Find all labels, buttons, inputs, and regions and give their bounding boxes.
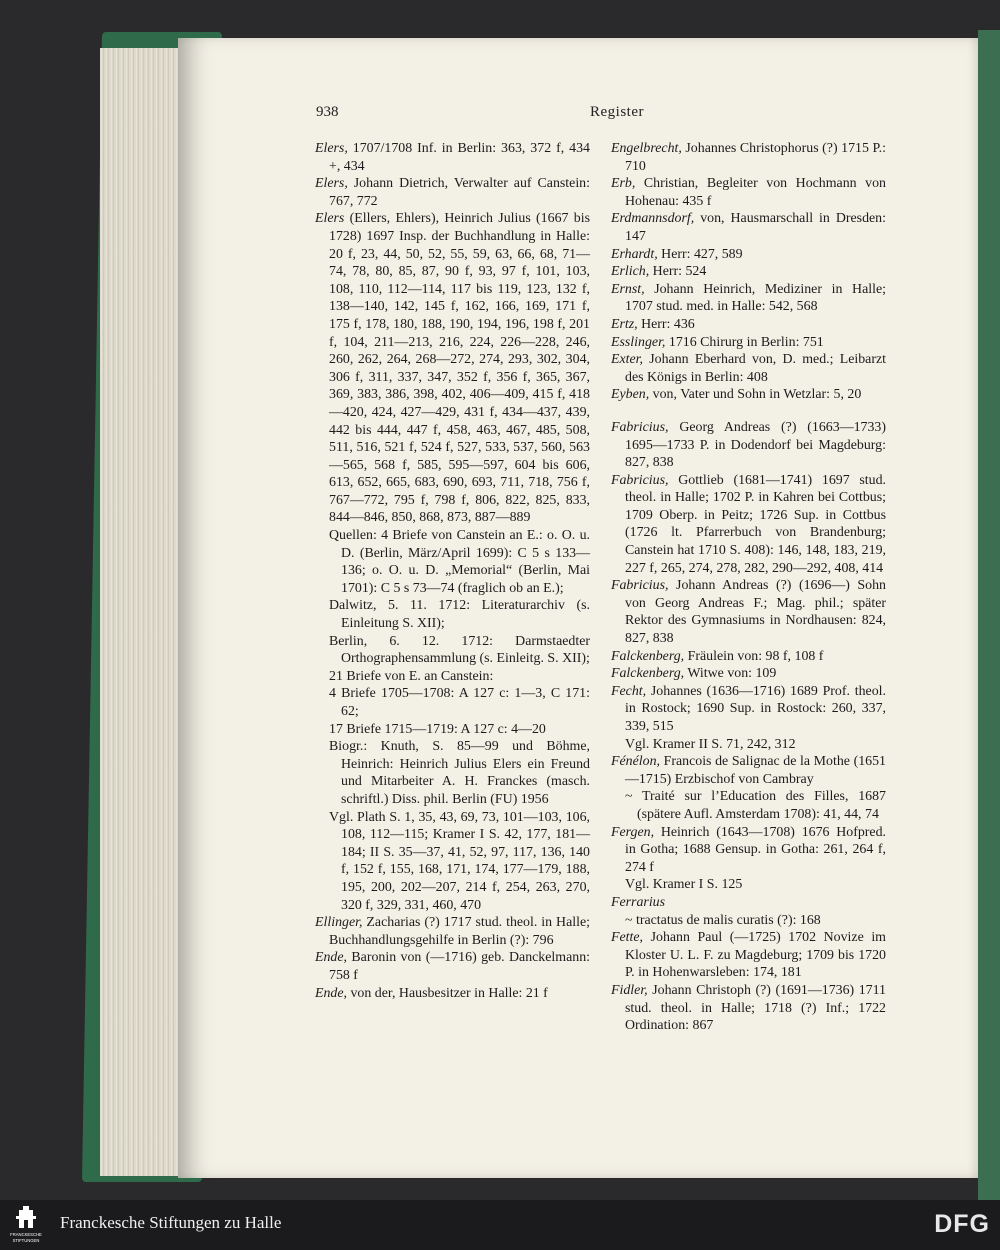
entry-headword: Engelbrecht,	[611, 141, 682, 156]
entry-subline: 17 Briefe 1715—1719: A 127 c: 4—20	[329, 721, 546, 737]
index-entry	[611, 824, 886, 877]
index-entry	[315, 175, 590, 210]
entry-headword: Ende,	[315, 950, 348, 966]
index-entry	[611, 175, 886, 210]
page-edges	[100, 48, 184, 1176]
svg-text:STIFTUNGEN: STIFTUNGEN	[12, 1238, 40, 1243]
entry-headword: Elers,	[315, 141, 348, 156]
entry-headword: Fecht,	[611, 683, 647, 699]
entry-subline: ~ Traité sur l’Education des Filles, 1687 (spätere Aufl. Amsterdam 1708): 41, 44, 74	[625, 789, 886, 822]
index-entry	[611, 683, 886, 736]
index-entry	[315, 949, 590, 984]
entry-headword: Fénélon,	[611, 754, 660, 770]
page-header	[178, 104, 978, 126]
entry-text: Johann Dietrich, Verwalter auf Canstein: 767, 772	[329, 176, 590, 209]
index-entry	[611, 263, 886, 281]
index-entry	[611, 665, 886, 683]
entry-headword: Eyben,	[611, 387, 650, 403]
entry-headword: Ernst,	[611, 281, 645, 297]
entry-text: Zacharias (?) 1717 stud. theol. in Halle; Buchhandlungsgehilfe in Berlin (?): 796	[329, 915, 590, 948]
entry-text: Georg Andreas (?) (1663—1733) 1695—1733 P. in Dodendorf bei Magdeburg: 827, 838	[625, 419, 886, 471]
entry-headword: Erhardt,	[611, 246, 658, 262]
entry-text: 1716 Chirurg in Berlin: 751	[665, 334, 824, 350]
entry-text: Johann Heinrich, Mediziner in Halle; 1707 stud. med. in Halle: 542, 568	[625, 281, 886, 315]
index-entry	[611, 386, 886, 404]
entry-headword: Fergen,	[611, 824, 655, 840]
index-entry	[611, 281, 886, 316]
entry-headword: Fabricius,	[611, 419, 669, 435]
entry-text: 1707/1708 Inf. in Berlin: 363, 372 f, 434 +, 434	[329, 141, 590, 174]
entry-headword: Ende,	[315, 985, 348, 1001]
franckesche-logo-icon	[8, 1206, 44, 1244]
entry-headword: Falckenberg,	[611, 666, 685, 682]
entry-headword: Fette,	[611, 930, 644, 946]
entry-headword: Ferrarius	[611, 894, 666, 910]
entry-text: von der, Hausbesitzer in Halle: 21 f	[347, 985, 548, 1001]
viewer-footer	[0, 1200, 1000, 1250]
entry-text: Herr: 436	[637, 316, 695, 332]
entry-headword: Ertz,	[611, 316, 638, 332]
entry-subline: Vgl. Kramer II S. 71, 242, 312	[625, 736, 796, 752]
institution-name[interactable]: Franckesche Stiftungen zu Halle	[60, 1213, 282, 1232]
index-entry	[611, 334, 886, 352]
entry-text: Herr: 524	[649, 264, 707, 280]
entry-headword: Falckenberg,	[611, 648, 685, 664]
entry-subline: Dalwitz, 5. 11. 1712: Literaturarchiv (s. Einleitung S. XII);	[329, 598, 590, 632]
left-column	[315, 140, 590, 1002]
index-entry	[611, 753, 886, 788]
entry-headword: Erlich,	[611, 264, 650, 280]
index-entry	[315, 985, 590, 1003]
index-entry	[611, 894, 886, 912]
svg-text:FRANCKESCHE: FRANCKESCHE	[10, 1232, 42, 1237]
entry-text: Johann Eberhard von, D. med.; Leibarzt des Königs in Berlin: 408	[625, 352, 886, 385]
entry-subline: Biogr.: Knuth, S. 85—99 und Böhme, Heinrich: Heinrich Julius Elers ein Freund und Mitarbeiter A. H. Franckes (masch. schriftl.) Diss. phil. Berlin (FU) 1956	[329, 739, 590, 807]
entry-text: Johann Paul (—1725) 1702 Novize im Kloster U. L. F. zu Magdeburg; 1709 bis 1720 P. in Hohenwarsleben: 174, 181	[625, 930, 886, 981]
index-entry	[611, 316, 886, 334]
entry-text: Francois de Salignac de la Mothe (1651—1715) Erzbischof von Cambray	[625, 754, 886, 787]
entry-subline: Berlin, 6. 12. 1712: Darmstaedter Orthographensammlung (s. Einleitg. S. XII);	[329, 633, 590, 667]
index-entry	[611, 351, 886, 386]
entry-headword: Fabricius,	[611, 472, 669, 488]
entry-text: von, Hausmarschall in Dresden: 147	[625, 211, 886, 244]
index-entry	[315, 140, 590, 175]
entry-headword: Fidler,	[611, 982, 648, 998]
entry-subline: Vgl. Plath S. 1, 35, 43, 69, 73, 101—103, 106, 108, 112—115; Kramer I S. 42, 177, 181—184; II S. 35—37, 41, 52, 97, 117, 136, 140 f, 152 f, 155, 168, 171, 174, 177—179, 188, 195, 200, 202—207, 214 f, 254, 263, 270, 320 f, 329, 331, 460, 470	[329, 809, 590, 913]
entry-subline: 4 Briefe 1705—1708: A 127 c: 1—3, C 171: 62;	[329, 686, 590, 719]
entry-text: Witwe von: 109	[684, 666, 777, 682]
entry-subline: ~ tractatus de malis curatis (?): 168	[625, 912, 821, 928]
entry-text: von, Vater und Sohn in Wetzlar: 5, 20	[649, 387, 862, 403]
index-entry	[611, 577, 886, 647]
entry-headword: Ellinger,	[315, 915, 363, 931]
entry-headword: Elers,	[315, 176, 348, 192]
dfg-logo[interactable]: DFG	[934, 1210, 990, 1238]
right-column	[611, 140, 886, 1035]
index-entry	[611, 246, 886, 264]
entry-text: Heinrich (1643—1708) 1676 Hofpred. in Gotha; 1688 Gensup. in Gotha: 261, 264 f, 274 f	[625, 824, 886, 875]
entry-headword: Esslinger,	[611, 334, 666, 350]
entry-text: Fräulein von: 98 f, 108 f	[684, 648, 824, 664]
entry-headword: Fabricius,	[611, 578, 669, 594]
index-entry	[611, 210, 886, 245]
entry-text: Johannes Christophorus (?) 1715 P.: 710	[625, 141, 886, 174]
running-title: Register	[590, 104, 644, 120]
index-entry	[611, 982, 886, 1035]
entry-subline: Vgl. Kramer I S. 125	[625, 877, 743, 893]
index-entry	[315, 914, 590, 949]
index-entry	[611, 648, 886, 666]
entry-subline: 21 Briefe von E. an Canstein:	[329, 668, 494, 684]
index-entry	[611, 472, 886, 578]
facing-cover	[978, 30, 1000, 1200]
entry-text: Johann Andreas (?) (1696—) Sohn von Georg Andreas F.; Mag. phil.; später Rektor des Gymnasiums in Nordhausen: 824, 827, 838	[625, 578, 886, 647]
entry-text: Herr: 427, 589	[657, 246, 743, 262]
entry-text: (Ellers, Ehlers), Heinrich Julius (1667 bis 1728) 1697 Insp. der Buchhandlung in Halle: 20 f, 23, 44, 50, 52, 55, 59, 63, 66, 68, 71—74, 78, 80, 85, 87, 90 f, 93, 97 f, 101, 103, 108, 110, 112—114, 117 bis 119, 123, 132 f, 138—140, 142, 145 f, 162, 166, 169, 171 f, 175 f, 178, 180, 188, 190, 194, 196, 198 f, 201 f, 104, 211—213, 216, 224, 226—228, 246, 260, 262, 264, 268—272, 274, 293, 302, 304, 306 f, 311, 337, 347, 352 f, 356 f, 365, 367, 369, 383, 386, 398, 402, 406—409, 415 f, 418—420, 424, 427—429, 431 f, 434—437, 439, 442 bis 444, 447 f, 458, 463, 467, 485, 508, 511, 516, 521 f, 524 f, 527, 533, 537, 560, 563—565, 568 f, 585, 595—597, 604 bis 606, 613, 652, 665, 683, 690, 693, 711, 718, 756 f, 767—772, 795 f, 798 f, 806, 822, 825, 833, 844—846, 850, 868, 873, 887—889	[329, 211, 590, 526]
entry-text: Gottlieb (1681—1741) 1697 stud. theol. in Halle; 1702 P. in Kahren bei Cottbus; 1709 Oberp. in Peitz; 1726 Sup. in Cottbus (1726 lt. Pfarrerbuch von Brandenburg; Canstein hat 1710 S. 408): 146, 148, 183, 219, 227 f, 265, 274, 278, 282, 290—292, 408, 414	[625, 472, 886, 576]
entry-text: Baronin von (—1716) geb. Danckelmann: 758 f	[329, 950, 590, 983]
entry-headword: Elers	[315, 211, 345, 227]
page-number: 938	[316, 104, 339, 120]
entry-text: Johannes (1636—1716) 1689 Prof. theol. in Rostock; 1690 Sup. in Rostock: 260, 337, 339, 515	[625, 683, 886, 734]
entry-headword: Erb,	[611, 176, 636, 192]
entry-headword: Erdmannsdorf,	[611, 211, 695, 227]
entry-subline: Quellen: 4 Briefe von Canstein an E.: o. O. u. D. (Berlin, März/April 1699): C 5 s 133—136; o. O. u. D. „Memorial“ (Berlin, Mai 1701): C 5 s 73—74 (fraglich ob an E.);	[329, 528, 590, 596]
index-entry	[315, 210, 590, 527]
entry-text: Christian, Begleiter von Hochmann von Hohenau: 435 f	[625, 176, 886, 209]
entry-text: Johann Christoph (?) (1691—1736) 1711 stud. theol. in Halle; 1718 (?) Inf.; 1722 Ordination: 867	[625, 982, 886, 1034]
index-entry	[611, 140, 886, 175]
index-entry	[611, 419, 886, 472]
entry-headword: Exter,	[611, 352, 644, 368]
index-entry	[611, 929, 886, 982]
